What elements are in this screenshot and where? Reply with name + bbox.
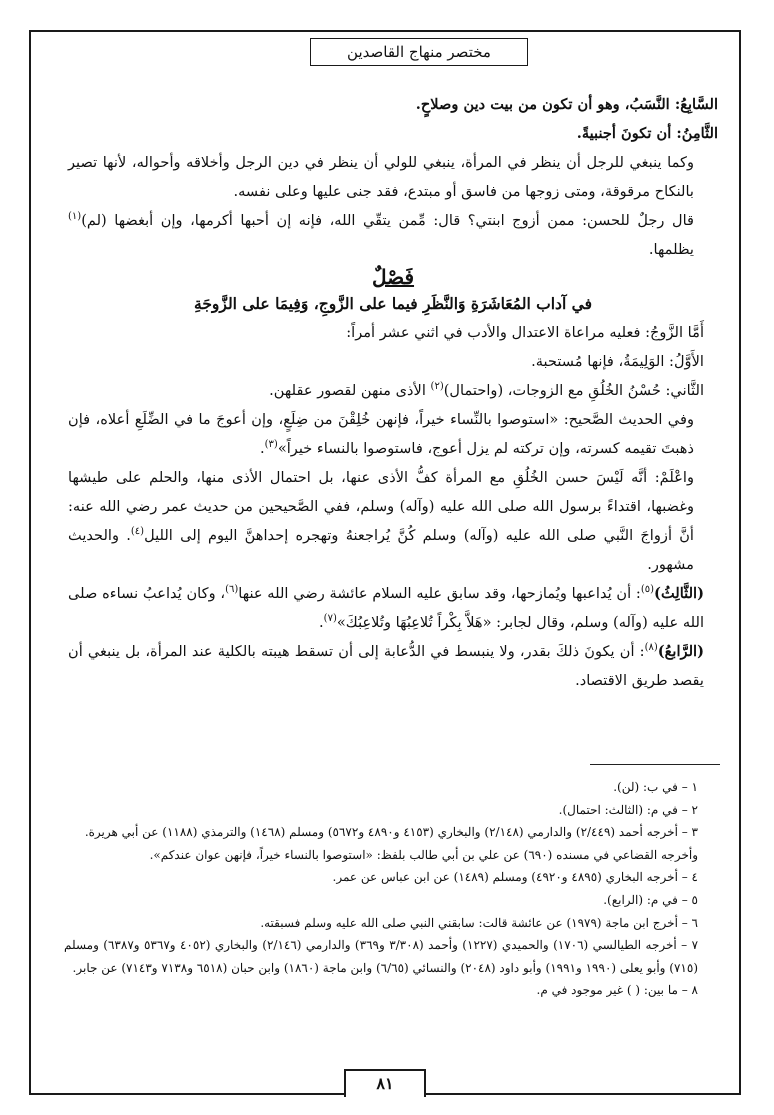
text-span: . bbox=[319, 614, 324, 631]
footnote: ٥ – في م: (الرابع). bbox=[603, 892, 698, 907]
footnote: ٧ – أخرجه الطيالسي (١٧٠٦) والحميدي (١٢٢٧) وأحمد (٣/٣٠٨ و٣٦٩) والدارمي (٢/١٤٦) والبخاري (٤٠٥٢ و٥٣٦٧ و٦٣٨٧) ومسلم (٧١٥) وأبو يعلى (١٩٩٠ و١٩٩١) وأبو داود (٢٠٤٨) والنسائي (٦/٦٥) وابن ماجة (١٨٦٠) وابن حبان (٦٥١٨ و٧١٣٨ و٧١٤٣) عن جابر. bbox=[64, 938, 699, 975]
text-span: وفي الحديث الصَّحيح: «استوصوا بالنِّساء خيراً، فإنهن خُلِقْنَ من ضِلَعٍ، وإن أعوجَ ما في الضِّلَعِ أعلاه، فإن ذهبتَ تقيمه كسرته، وإن تركته لم يزل أعوج، فاستوصوا بالنساء خيراً» bbox=[68, 411, 694, 457]
footnote-ref: (٨) bbox=[644, 642, 658, 654]
text-span: : أن يُداعبها ويُمازحها، وقد سابق عليه السلام عائشة رضي الله عنها bbox=[238, 585, 641, 602]
text-span: واعْلَمْ: أنَّه لَيْسَ حسن الخُلُقِ مع المرأة كفُّ الأذى عنها، بل احتمال الأذى منها، والحلم على طيشها وغضبها، اقتداءً برسول الله صلى الله عليه (وآله) وسلم، ففي الصَّحيحين من حديث عمر رضي الله عنه: أنَّ أزواجَ النَّبي صلى الله عليه (وآله) وسلم كُنَّ يُراجعنهُ وتهجره إحداهنَّ اليوم إلى الليل bbox=[68, 469, 694, 544]
text-span: (الرَّابعُ) bbox=[657, 643, 704, 660]
section-subheading: في آداب المُعَاشَرَةِ وَالنَّظَرِ فيما على الزَّوجِ، وَفِيمَا على الزَّوجَةِ bbox=[194, 294, 592, 313]
paragraph: أَمَّا الزَّوجُ: فعليه مراعاة الاعتدال والأدب في اثني عشر أمراً: bbox=[346, 324, 704, 341]
footnote-divider bbox=[590, 764, 720, 765]
footnotes bbox=[64, 776, 724, 1002]
text-span: : أن يكونَ ذلكَ بقدر، ولا ينبسط في الدُّعابة إلى أن تسقط هيبته بالكلية عند المرأة، بل ينبغي أن يقصد طريق الاقتصاد. bbox=[68, 643, 704, 689]
text-span: يظلمها. bbox=[648, 241, 694, 258]
text-span: . bbox=[259, 440, 265, 457]
paragraph bbox=[68, 376, 718, 405]
paragraph: السَّابِعُ: النَّسَبُ، وهو أن تكون من بيت دين وصلاحٍ. bbox=[415, 96, 718, 113]
text-span: ، وكان يُداعبُ نساءه صلى الله عليه (وآله) وسلم، وقال لجابر: «هَلاَّ بِكْراً تُلاعِبُهَا وتُلاعِبُكَ» bbox=[68, 585, 704, 631]
footnote: ١ – في ب: (لن). bbox=[613, 780, 698, 794]
text-span: الأذى منهن لقصور عقلهن. bbox=[269, 382, 431, 399]
footnote-ref: (١) bbox=[68, 211, 82, 223]
running-header: مختصر منهاج القاصدين bbox=[310, 38, 528, 66]
paragraph bbox=[68, 463, 718, 579]
footnote: وأخرجه القضاعي في مسنده (٦٩٠) عن علي بن أبي طالب بلفظ: «استوصوا بالنساء خيراً، فإنهن عوان عندكم». bbox=[149, 847, 698, 862]
paragraph: الثَّامِنُ: أن تكونَ أجنبيةً. bbox=[576, 125, 718, 142]
main-text bbox=[68, 90, 718, 695]
text-span: (الثَّالِثُ) bbox=[654, 585, 704, 602]
text-span: قال رجلٌ للحسن: ممن أزوج ابنتي؟ قال: مِّمن يتقّي الله، فإنه إن أحبها أكرمها، وإن أبغضها (لم) bbox=[81, 212, 694, 229]
text-span: الثَّاني: حُسْنُ الخُلُقِ مع الزوجات، (واحتمال) bbox=[443, 382, 704, 399]
footnote-ref: (٦) bbox=[225, 584, 239, 596]
footnote: ٦ – أخرج ابن ماجة (١٩٧٩) عن عائشة قالت: سابقني النبي صلى الله عليه وسلم فسبقته. bbox=[260, 915, 698, 930]
text-span: . والحديث مشهور. bbox=[68, 527, 694, 573]
paragraph: الأَوَّلُ: الوَلِيمَةُ، فإنها مُستحبة. bbox=[531, 353, 704, 370]
footnote: ٤ – أخرجه البخاري (٤٨٩٥ و٤٩٢٠) ومسلم (١٤٨٩) عن ابن عباس عن عمر. bbox=[332, 870, 698, 885]
footnote-ref: (٧) bbox=[323, 613, 337, 625]
footnote-ref: (٤) bbox=[130, 526, 145, 538]
page-number: ٨١ bbox=[344, 1069, 426, 1097]
footnote-ref: (٢) bbox=[430, 381, 444, 393]
section-heading: فَصْلٌ bbox=[371, 265, 415, 289]
paragraph bbox=[68, 405, 718, 463]
paragraph: وكما ينبغي للرجل أن ينظر في المرأة، ينبغي للولي أن ينظر في دين الرجل وأخلاقه وأحواله، لأنها تصير بالنكاح مرقوقة، ومتى زوجها من فاسق أو مبتدع، فقد جنى عليها وعلى نفسه. bbox=[68, 154, 694, 200]
paragraph bbox=[68, 206, 718, 264]
footnote-ref: (٣) bbox=[264, 439, 278, 451]
footnote: ٣ – أخرجه أحمد (٢/٤٤٩) والدارمي (٢/١٤٨) والبخاري (٤١٥٣ و٤٨٩٠ و٥٦٧٢) ومسلم (١٤٦٨) والترمذي (١١٨٨) عن أبي هريرة. bbox=[84, 825, 698, 840]
paragraph bbox=[68, 579, 718, 637]
footnote-ref: (٥) bbox=[640, 584, 655, 596]
paragraph bbox=[68, 637, 718, 695]
footnote: ٨ – ما بين: ( ) غير موجود في م. bbox=[536, 983, 698, 998]
footnote: ٢ – في م: (الثالث: احتمال). bbox=[558, 802, 698, 817]
